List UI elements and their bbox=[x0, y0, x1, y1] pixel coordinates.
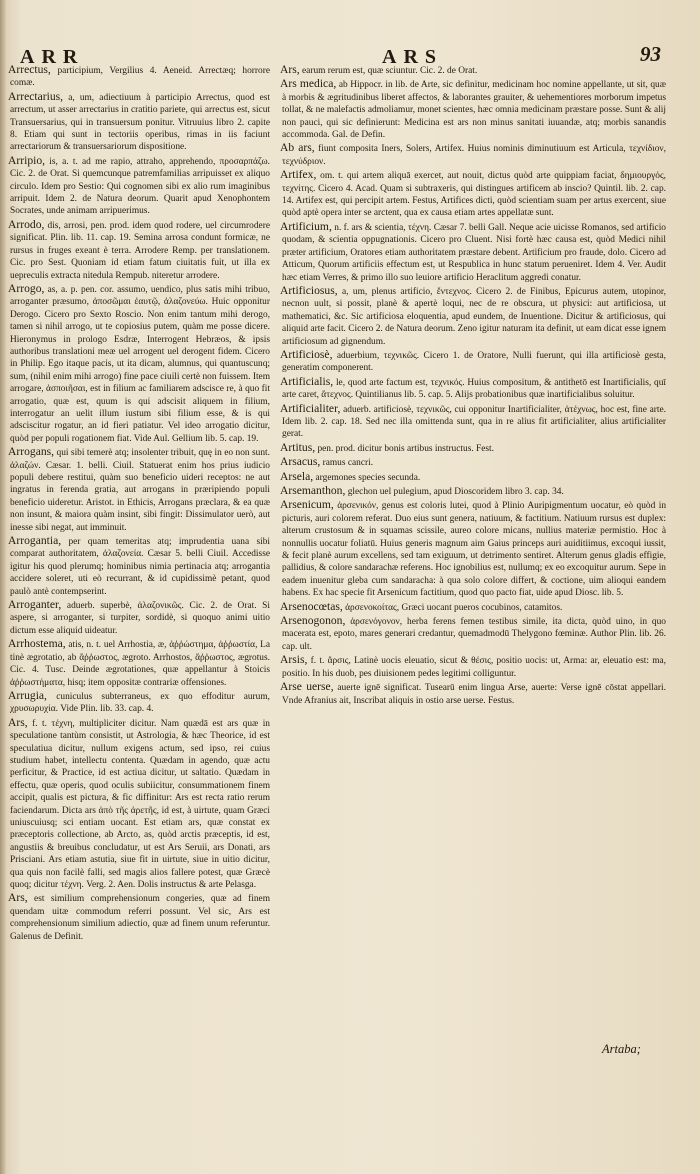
entry-headword: Arroganter, bbox=[8, 598, 62, 612]
entry-headword: Arrodo, bbox=[8, 217, 45, 231]
entry-definition: ἀρσενοκοίτας, Græci uocant pueros cocubinos, catamitos. bbox=[345, 602, 563, 613]
entry-definition: aduerb. superbè, ἀλαζονικῶς. Cic. 2. de Orat. Si aspere, si arroganter, si turpiter, sordidè, si quoquo animi uitio dictum esse aliquid uideatur. bbox=[10, 601, 270, 636]
entry-headword: Ars medica, bbox=[280, 77, 337, 91]
dictionary-entry bbox=[8, 535, 270, 598]
entry-definition: pen. prod. dicitur bonis artibus instructus. Fest. bbox=[317, 443, 494, 454]
right-column bbox=[280, 64, 666, 1064]
dictionary-entry bbox=[8, 91, 270, 154]
entry-definition: per quam temeritas atq; imprudentia uana sibi comparat authoritatem, ἀλαζονεία. Cæsar 5. belli Ciuil. Accedisse igitur his quod plerumq; hominibus nimia pertinacia atq; arrogantia accidere soleret, uti eò recurrant, & id cupidissimè petant, quod paulò antè contempserint. bbox=[10, 537, 270, 597]
running-header bbox=[0, 36, 700, 66]
entry-headword: Arsenicum, bbox=[280, 498, 334, 512]
entry-headword: Artificialiter, bbox=[280, 401, 341, 415]
entry-headword: Arsenogonon, bbox=[280, 614, 346, 628]
entry-definition: a, um, plenus artificio, ἔντεχνος. Cicero 2. de Finibus, Epicurus autem, utopinor, necnon uult, si possit, planè & apertè loqui, nec de re obscura, ut physici: aut artificiosa, ut mathematici, &c. Sic artificiosa eloquentia, apud eundem, de Inuentione. Dicitur & artificiosus, qui aliquid arte facit. Cicero 2. de Natura deorum. Zeno igitur naturam ita definit, ut eam dicat esse ignem artificiosum ad gignendum. bbox=[282, 286, 666, 347]
entry-definition: fiunt composita Iners, Solers, Artifex. Huius nominis diminutiuum est Articula, τεχνίδιον, τεχνύδριον. bbox=[282, 144, 666, 167]
entry-headword: Arsenocœtas, bbox=[280, 599, 343, 613]
entry-headword: Arrectus, bbox=[8, 64, 51, 76]
entry-headword: Ars, bbox=[8, 891, 28, 905]
dictionary-entry bbox=[8, 638, 270, 689]
dictionary-entry bbox=[280, 142, 666, 168]
entry-headword: Arsis, bbox=[280, 653, 308, 667]
entry-headword: Artitus, bbox=[280, 440, 316, 454]
dictionary-entry bbox=[8, 717, 270, 892]
entry-headword: Arrogans, bbox=[8, 445, 55, 459]
dictionary-entry bbox=[8, 892, 270, 943]
dictionary-entry bbox=[280, 471, 666, 484]
entry-definition: glechon uel pulegium, apud Dioscoridem libro 3. cap. 34. bbox=[347, 487, 564, 497]
entry-headword: Arsacus, bbox=[280, 455, 321, 469]
entry-headword: Artificialis, bbox=[280, 374, 334, 388]
entry-definition: ἀρσενόγονον, herba ferens femen testibus simile, ita dicta, quòd uino, in quo macerata est, epoto, mares generari credantur, quemadmodū Thelygono fœminæ. Author Plin. lib. 26. cap. ult. bbox=[282, 617, 666, 652]
entry-headword: Ars, bbox=[280, 64, 300, 76]
dictionary-entry bbox=[280, 78, 666, 141]
dictionary-entry bbox=[280, 485, 666, 498]
entry-headword: Artificium, bbox=[280, 219, 332, 233]
entry-definition: qui sibi temerè atq; insolenter tribuit, quę in eo non sunt. ἀλαζών. Cæsar. 1. belli. Ciuil. Statuerat enim hos prius iudicio populi debere restitui, quàm suo beneficio uideri receptos: ne aut ingratus in ferenda gratia, aut arrogans in præripiendo populi beneficio uideretur. Aristot. in Ethicis, Arrogans præclara, & ea quæ non insunt, & maiora quàm insint, sibi fingit: Dissimulator uerò, aut inesse sibi negat, aut imminuit. bbox=[10, 448, 270, 533]
entry-headword: Artificiosus, bbox=[280, 283, 338, 297]
dictionary-entry bbox=[280, 349, 666, 375]
dictionary-entry bbox=[280, 654, 666, 680]
dictionary-entry bbox=[280, 376, 666, 402]
entry-definition: ἀρσενικόν, genus est coloris lutei, quod à Plinio Auripigmentum uocatur, eò quòd in picturis, auri colorem referat. Duo eius sunt genera, natiuum, & factitium. Natiuum rursus est duplex: alterum crustosum & in squamas scissile, aureo colore micans, nullius materiæ permistio. Hoc à nonnullis uocatur foliatū. Huius generis magnum aim Gaius princeps auri auiditiimus, excoqui iussit, & fecit planè aurum excellens, sed tam exiguum, ut detrimento sentiret. Alterum genus gladis effigie, pallidius, & colore sandarachæ referens. Hoc ignobilius est, nullumq; ex eo excoquitur aurum. Sepe in eadem inuenitur gleba cum sandaracha: à qua solo colore differt, & coctione, uim alioqui eandem habens. Ex hac specie fit Arsenicum factitium, quod quo pacto fiat, uide apud Diosc. lib. 5. bbox=[282, 501, 666, 599]
entry-definition: as, a. p. pen. cor. assumo, uendico, plus satis mihi tribuo, arroganter præsumo, ἀποσῶμαι ἐαυτῷ, ἀλαζονεύω. Huic opponitur Derogo. Cicero pro Sexto Roscio. Non enim tantum mihi derogo, tamen si nihil arrogo, ut te copiosius putem, quàm me posse dicere. Hieronymus in prologo Esdræ, Interrogent Hebræos, & ipsis authoribus translationi meæ uel arrogent uel derogent fidem. Cicero in Philip. Ego itaque pacis, ut ita dicam, alumnus, qui quantuscunq; sum, (nihil enim mihi arrogo) fine pace ciuili certè non fuissem. Item arrogare, ἀσποιῆσαι, est in filium ac familiarem adscisce re, à quo fit arrogatio, quæ est, quum is qui adscisit aliquem in filium, interrogatur an uelit illum iustum sibi filium esse, & is qui adsciscitur rogatur, an id fieri patiatur. Vel ideo arrogatio dicitur, quòd per populi rogationem fiat. Vide Aul. Gellium lib. 5. cap. 19. bbox=[10, 284, 270, 444]
dictionary-entry bbox=[280, 456, 666, 469]
entry-headword: Ars, bbox=[8, 715, 28, 729]
entry-headword: Arrogantia, bbox=[8, 534, 62, 548]
entry-headword: Arrugia, bbox=[8, 688, 47, 702]
running-head-left: ARR bbox=[20, 46, 85, 68]
entry-headword: Arrhostema, bbox=[8, 637, 66, 651]
entry-headword: Arripio, bbox=[8, 153, 46, 167]
entry-definition: ab Hippocr. in lib. de Arte, sic definitur, medicinam hoc nomine appellante, ut sit, quæ à morbis & ægritudinibus liberet affectos, & laborantes grauiter, & uehementiores morborum impetus tollat, & ne malefactis admoliamur, monet scientes, hæc omnia medicinam præstare posse. Sunt & alij non pauci, qui sic definierunt: Medicina est ars non minus sanitati iuuandæ, atq; morbis sanandis accommoda. Gal. de Defin. bbox=[282, 80, 666, 141]
entry-headword: Artifex, bbox=[280, 168, 317, 182]
entry-definition: a, um, adiectiuum à participio Arrectus, quod est arrectum, ut asser arrectarius in cratitio pariete, qui arrectus est, sicut Transuersarius, qui in transuersum ponitur. Vitruuius libro 2. capite 8. Etiam qui sunt in tectoriis operibus, rimas in iis faciunt arrectariorum & transuersariorum dispositione. bbox=[10, 92, 270, 153]
entry-definition: earum rerum est, quæ sciuntur. Cic. 2. de Orat. bbox=[302, 66, 478, 76]
entry-definition: is, a. t. ad me rapio, attraho, apprehendo, προσαρπάζω. Cic. 2. de Orat. Si quemcunque patremfamilias arripuisset ex aliquo circulo. Idem pro Sestio: Qui cognomen sibi ex alio rum imaginibus arripuit. Idem 2. de Natura deorum. Quarit apud Xenophontem Socrates, unde animam arripuerimus. bbox=[10, 156, 270, 217]
entry-definition: om. t. qui artem aliquā exercet, aut nouit, dictus quòd arte quippiam faciat, δημιουργός, τεχνίτης. Cicero 4. Acad. Quam si subtraxeris, qui distingues artificem ab inscio? Quintil. lib. 2. cap. 14. Artifex est, qui percipit artem. Festus, Artifices dicti, quòd scientiam suam per artus exercent, siue quòd aptè opera inter se arctent, qua ex causa etiam artes appellatæ sunt. bbox=[282, 171, 666, 219]
dictionary-entry bbox=[8, 599, 270, 637]
entry-definition: le, quod arte factum est, τεχνικός. Huius compositum, & antithetō est Inartificialis, quī arte caret, ἄτεχνος. Quintilianus lib. 5. cap. 5. Alijs probationibus quæ inartificialibus soluitur. bbox=[282, 377, 666, 401]
dictionary-entry bbox=[280, 601, 666, 614]
entry-definition: argemones species secunda. bbox=[315, 472, 421, 483]
entry-definition: dis, arrosi, pen. prod. idem quod rodere, uel circumrodere significat. Plin. lib. 11. cap. 19. Semina arrosa condunt formicæ, ne rursus in fruges exeant è terra. Arrodere Remp. per translationem. Cic. pro Sest. Quoniam id etiam fatum ciuitatis fuit, ut illa ex uepreculis extracta nitedula Rempub. niteretur arrodere. bbox=[10, 220, 270, 281]
entry-headword: Ab ars, bbox=[280, 141, 315, 155]
entry-definition: est similium comprehensionum congeries, quæ ad finem quendam uitæ commodum referri possunt. Vel sic, Ars est comprehensionum similium adiectio, quæ ad finem unum referuntur. Galenus de Definit. bbox=[10, 894, 270, 942]
dictionary-entry bbox=[280, 499, 666, 599]
dictionary-entry bbox=[280, 221, 666, 284]
dictionary-entry bbox=[280, 681, 666, 707]
dictionary-entry bbox=[8, 690, 270, 716]
page-number: 93 bbox=[640, 42, 661, 66]
entry-definition: cuniculus subterraneus, ex quo effoditur aurum, χρυσωρυχία. Vide Plin. lib. 33. cap. 4. bbox=[10, 691, 270, 715]
left-column bbox=[8, 64, 270, 1064]
entry-definition: atis, n. t. uel Arrhostia, æ, ἀῤῥώστημα, ἀῤῥωστία, La tinè ægrotatio, ab ἄῤῥωστος, ægroto. Arrhostos, ἄῤῥωστος, ægrotus. Cic. 4. Tusc. Deinde ægrotationes, quæ appellantur à Stoicis ἀῤῥωστήματα, hisq; item oppositæ contrariæ offensiones. bbox=[10, 640, 270, 688]
dictionary-entry bbox=[8, 446, 270, 534]
entry-definition: participium, Vergilius 4. Aeneid. Arrectæq; horrore comæ. bbox=[10, 66, 270, 89]
dictionary-entry bbox=[280, 285, 666, 348]
entry-headword: Arsela, bbox=[280, 469, 314, 483]
dictionary-entry bbox=[280, 169, 666, 220]
entry-headword: Artificiosè, bbox=[280, 347, 333, 361]
dictionary-entry bbox=[8, 155, 270, 218]
entry-headword: Arsemanthon, bbox=[280, 484, 346, 497]
entry-headword: Arrogo, bbox=[8, 281, 45, 295]
entry-definition: n. f. ars & scientia, τέχνη. Cæsar 7. belli Gall. Neque acie uicisse Romanos, sed artificio quodam, & scientia oppugnationis. Cicero pro Cluent. Nisi fortè hæc causa est, quòd Medici nihil præter artificium, Oratores etiam authoritatem præstare debent. Artificium pro fraude, dolo. Cicero ad Atticum, Quorum artificiis effectum est, ut Respublica in hunc statum perueniret. Idem 4. Ver. Audit hæc etiam Verres, & primo illo suo leuiore artificio Heraclitum aggredi conatur. bbox=[282, 222, 666, 283]
dictionary-entry bbox=[8, 219, 270, 282]
catchword: Artaba; bbox=[602, 1042, 641, 1056]
dictionary-entry bbox=[8, 64, 270, 90]
dictionary-entry bbox=[280, 615, 666, 653]
entry-definition: aduerbium, τεχνικῶς. Cicero 1. de Oratore, Nulli fuerunt, qui illa artificiosè gesta, generatim componerent. bbox=[282, 350, 666, 374]
page-gutter-shadow bbox=[0, 0, 6, 1174]
dictionary-entry bbox=[280, 403, 666, 441]
dictionary-entry bbox=[280, 64, 666, 77]
entry-definition: aduerb. artificiosè, τεχνικῶς, cui opponitur Inartificialiter, ἀτέχνως, hoc est, fine arte. Idem lib. 2. cap. 18. Sed nec illa omittenda sunt, qua in re alius fit artificialiter, alius artificialiter gerat. bbox=[282, 404, 666, 440]
entry-definition: auerte ignē significat. Tusearū enim lingua Arse, auerte: Verse ignē cōstat appellari. Vnde Afranius ait, Inscribat aliquis in ostio arse uerse. Festus. bbox=[282, 683, 666, 706]
entry-definition: f. t. ἄρσις, Latinè uocis eleuatio, sicut & θέσις, positio uocis: ut, Arma: ar, eleuatio est: ma, positio. In his duob, pes diuisionem pedes legitimi colliguntur. bbox=[282, 656, 666, 679]
entry-definition: f. t. τέχνη, multipliciter dicitur. Nam quædā est ars quæ in speculatione tantùm consistit, ut Astrologia, & hæc Theorice, id est speculatiua dicitur, nullum exigens actum, sed ipso, rei cuius studium habet, intellectu contenta. Quædam in agendo, quæ actu perficitur, & Practice, id est actiua dicitur, ut saltatio. Quædam in effectu, quæ operis, quod oculis subiicitur, consummationem finem accipit, qualis est pictura, & fic diffinitur: Ars est recta ratio rerum faciendarum. Dicta ars ἀπὸ τῆς ἀρετῆς, id est, à uirtute, quam Græci uniuscuiusq; sci entiam uocant. Est etiam ars, quæ constat ex præceptoris collectione, ab Arcto, as, quòd arctis præceptis, id est, angustiis & breuibus concludatur, ut est Ars Seruii, ars Donati, ars Prisciani. Ars etiam astutia, siue fit in uirtute, siue in uitio dicitur, qua quis non facilè falli, sed magis alios fallere potest, quæ Græcè quoq; dicitur τέχνη. Verg. 2. Aen. Dolis instructus & arte Pelasga. bbox=[10, 718, 270, 890]
entry-headword: Arrectarius, bbox=[8, 89, 64, 103]
entry-headword: Arse uerse, bbox=[280, 680, 334, 694]
running-head-right: ARS bbox=[382, 46, 444, 68]
dictionary-entry bbox=[8, 283, 270, 445]
dictionary-entry bbox=[280, 442, 666, 455]
entry-definition: ramus cancri. bbox=[322, 458, 374, 469]
